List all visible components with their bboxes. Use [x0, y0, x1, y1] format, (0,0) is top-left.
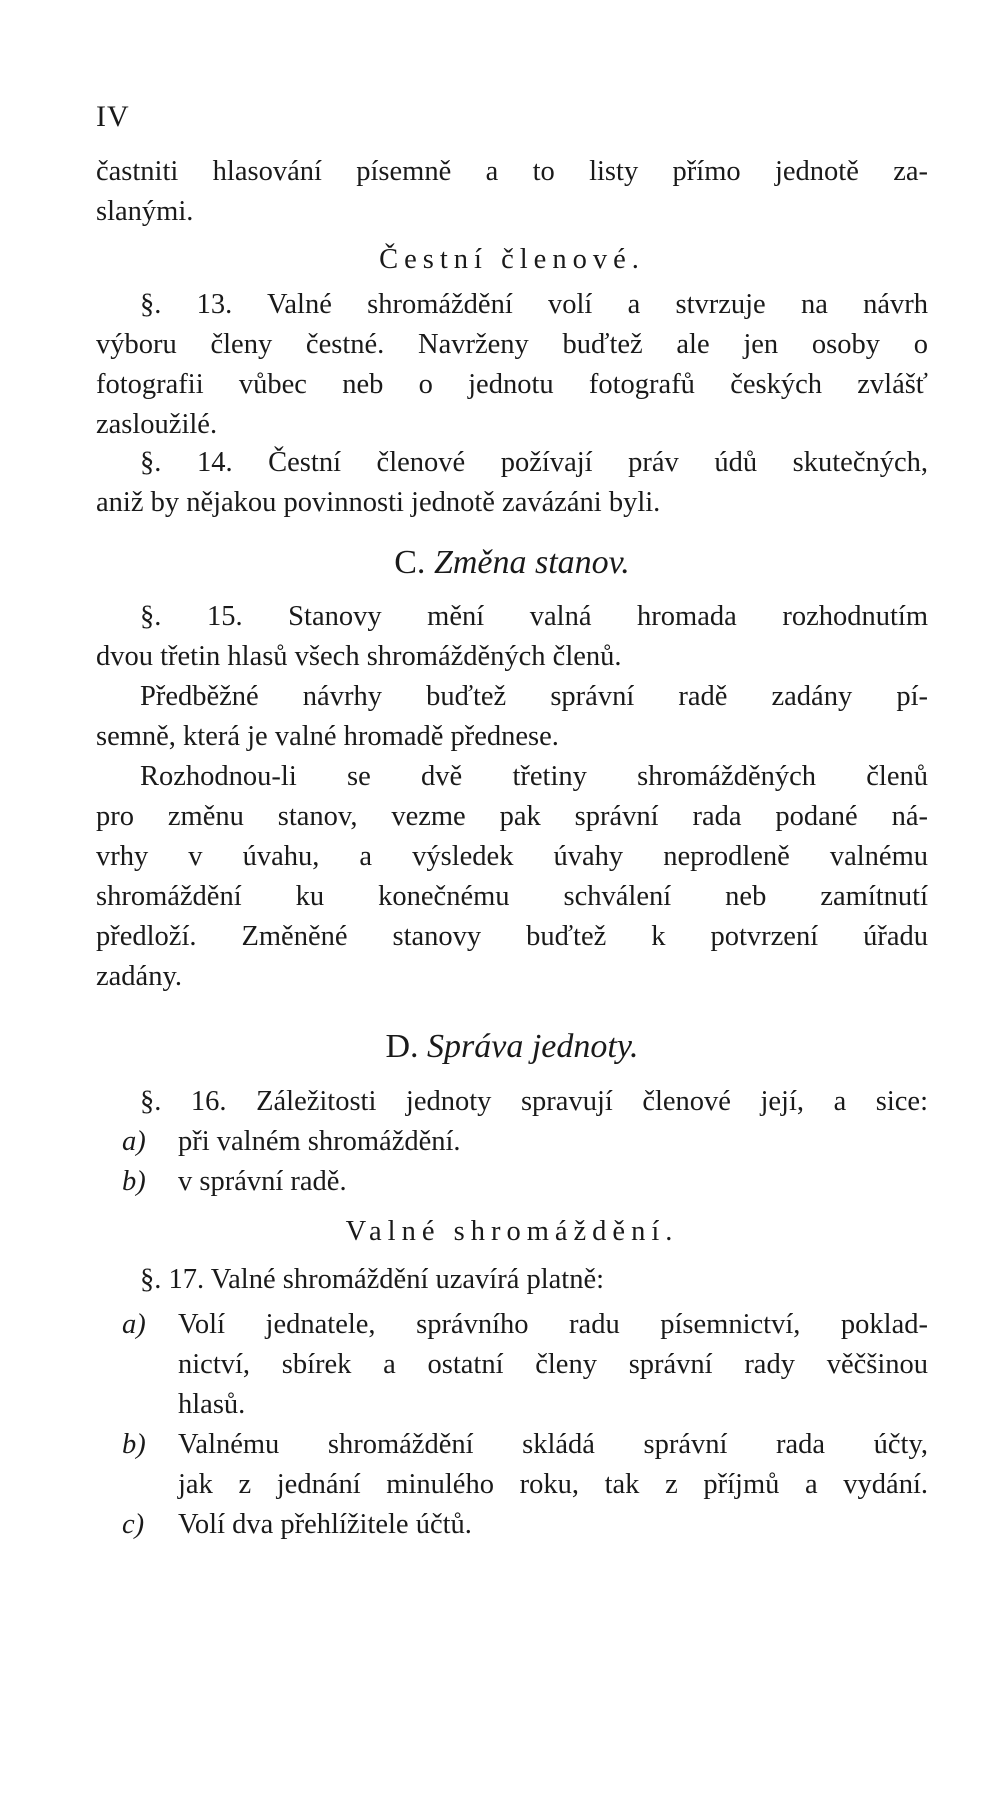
section-title: Správa jednoty. — [427, 1028, 639, 1065]
section-letter: D. — [385, 1028, 419, 1065]
text-line: fotografii vůbec neb o jednotu fotografů českých zvlášť — [96, 369, 928, 400]
text-line: výboru členy čestné. Navrženy buďtež ale jen osoby o — [96, 329, 928, 360]
text-line: slanými. — [96, 196, 194, 227]
list-item: při valném shromáždění. — [178, 1126, 461, 1157]
text-line: aniž by nějakou povinnosti jednotě zavázáni byli. — [96, 487, 661, 518]
section-heading: Valné shromáždění. — [345, 1216, 679, 1247]
section-heading: Čestní členové. — [379, 244, 645, 275]
page-number: IV — [96, 100, 130, 133]
list-item: Volí dva přehlížitele účtů. — [178, 1509, 472, 1540]
section-heading — [96, 543, 928, 583]
list-marker: b) — [122, 1166, 146, 1197]
text-line: semně, která je valné hromadě přednese. — [96, 721, 559, 752]
list-item-continuation: nictví, sbírek a ostatní členy správní rady věčšinou — [178, 1349, 928, 1380]
list-marker: c) — [122, 1509, 145, 1540]
list-item: Valnému shromáždění skládá správní rada účty, — [178, 1429, 928, 1460]
section-title: Změna stanov. — [433, 544, 630, 581]
text-line: shromáždění ku konečnému schválení neb zamítnutí — [96, 881, 928, 912]
list-item: Volí jednatele, správního radu písemnictví, poklad- — [178, 1309, 928, 1340]
paragraph-line: §. 13. Valné shromáždění volí a stvrzuje na návrh — [140, 289, 928, 320]
list-marker: b) — [122, 1429, 146, 1460]
text-line: zasloužilé. — [96, 409, 218, 440]
paragraph-line: §. 17. Valné shromáždění uzavírá platně: — [140, 1264, 605, 1295]
section-heading — [96, 1027, 928, 1067]
list-item-continuation: hlasů. — [178, 1389, 246, 1420]
paragraph-line: §. 14. Čestní členové požívají práv údů skutečných, — [140, 447, 928, 478]
paragraph-line: §. 15. Stanovy mění valná hromada rozhodnutím — [140, 601, 928, 632]
section-letter: C. — [394, 544, 426, 581]
paragraph-line: Rozhodnou-li se dvě třetiny shromážděných členů — [140, 761, 928, 792]
text-line: předloží. Změněné stanovy buďtež k potvrzení úřadu — [96, 921, 928, 952]
text-line: zadány. — [96, 961, 182, 992]
text-line: častniti hlasování písemně a to listy přímo jednotě za- — [96, 156, 928, 187]
paragraph-line: Předběžné návrhy buďtež správní radě zadány pí- — [140, 681, 928, 712]
text-line: pro změnu stanov, vezme pak správní rada podané ná- — [96, 801, 928, 832]
text-line: vrhy v úvahu, a výsledek úvahy neprodleně valnému — [96, 841, 928, 872]
list-marker: a) — [122, 1309, 146, 1340]
paragraph-line: §. 16. Záležitosti jednoty spravují členové její, a sice: — [140, 1086, 928, 1117]
list-item: v správní radě. — [178, 1166, 347, 1197]
text-line: dvou třetin hlasů všech shromážděných členů. — [96, 641, 622, 672]
list-marker: a) — [122, 1126, 146, 1157]
list-item-continuation: jak z jednání minulého roku, tak z příjmů a vydání. — [178, 1469, 928, 1500]
